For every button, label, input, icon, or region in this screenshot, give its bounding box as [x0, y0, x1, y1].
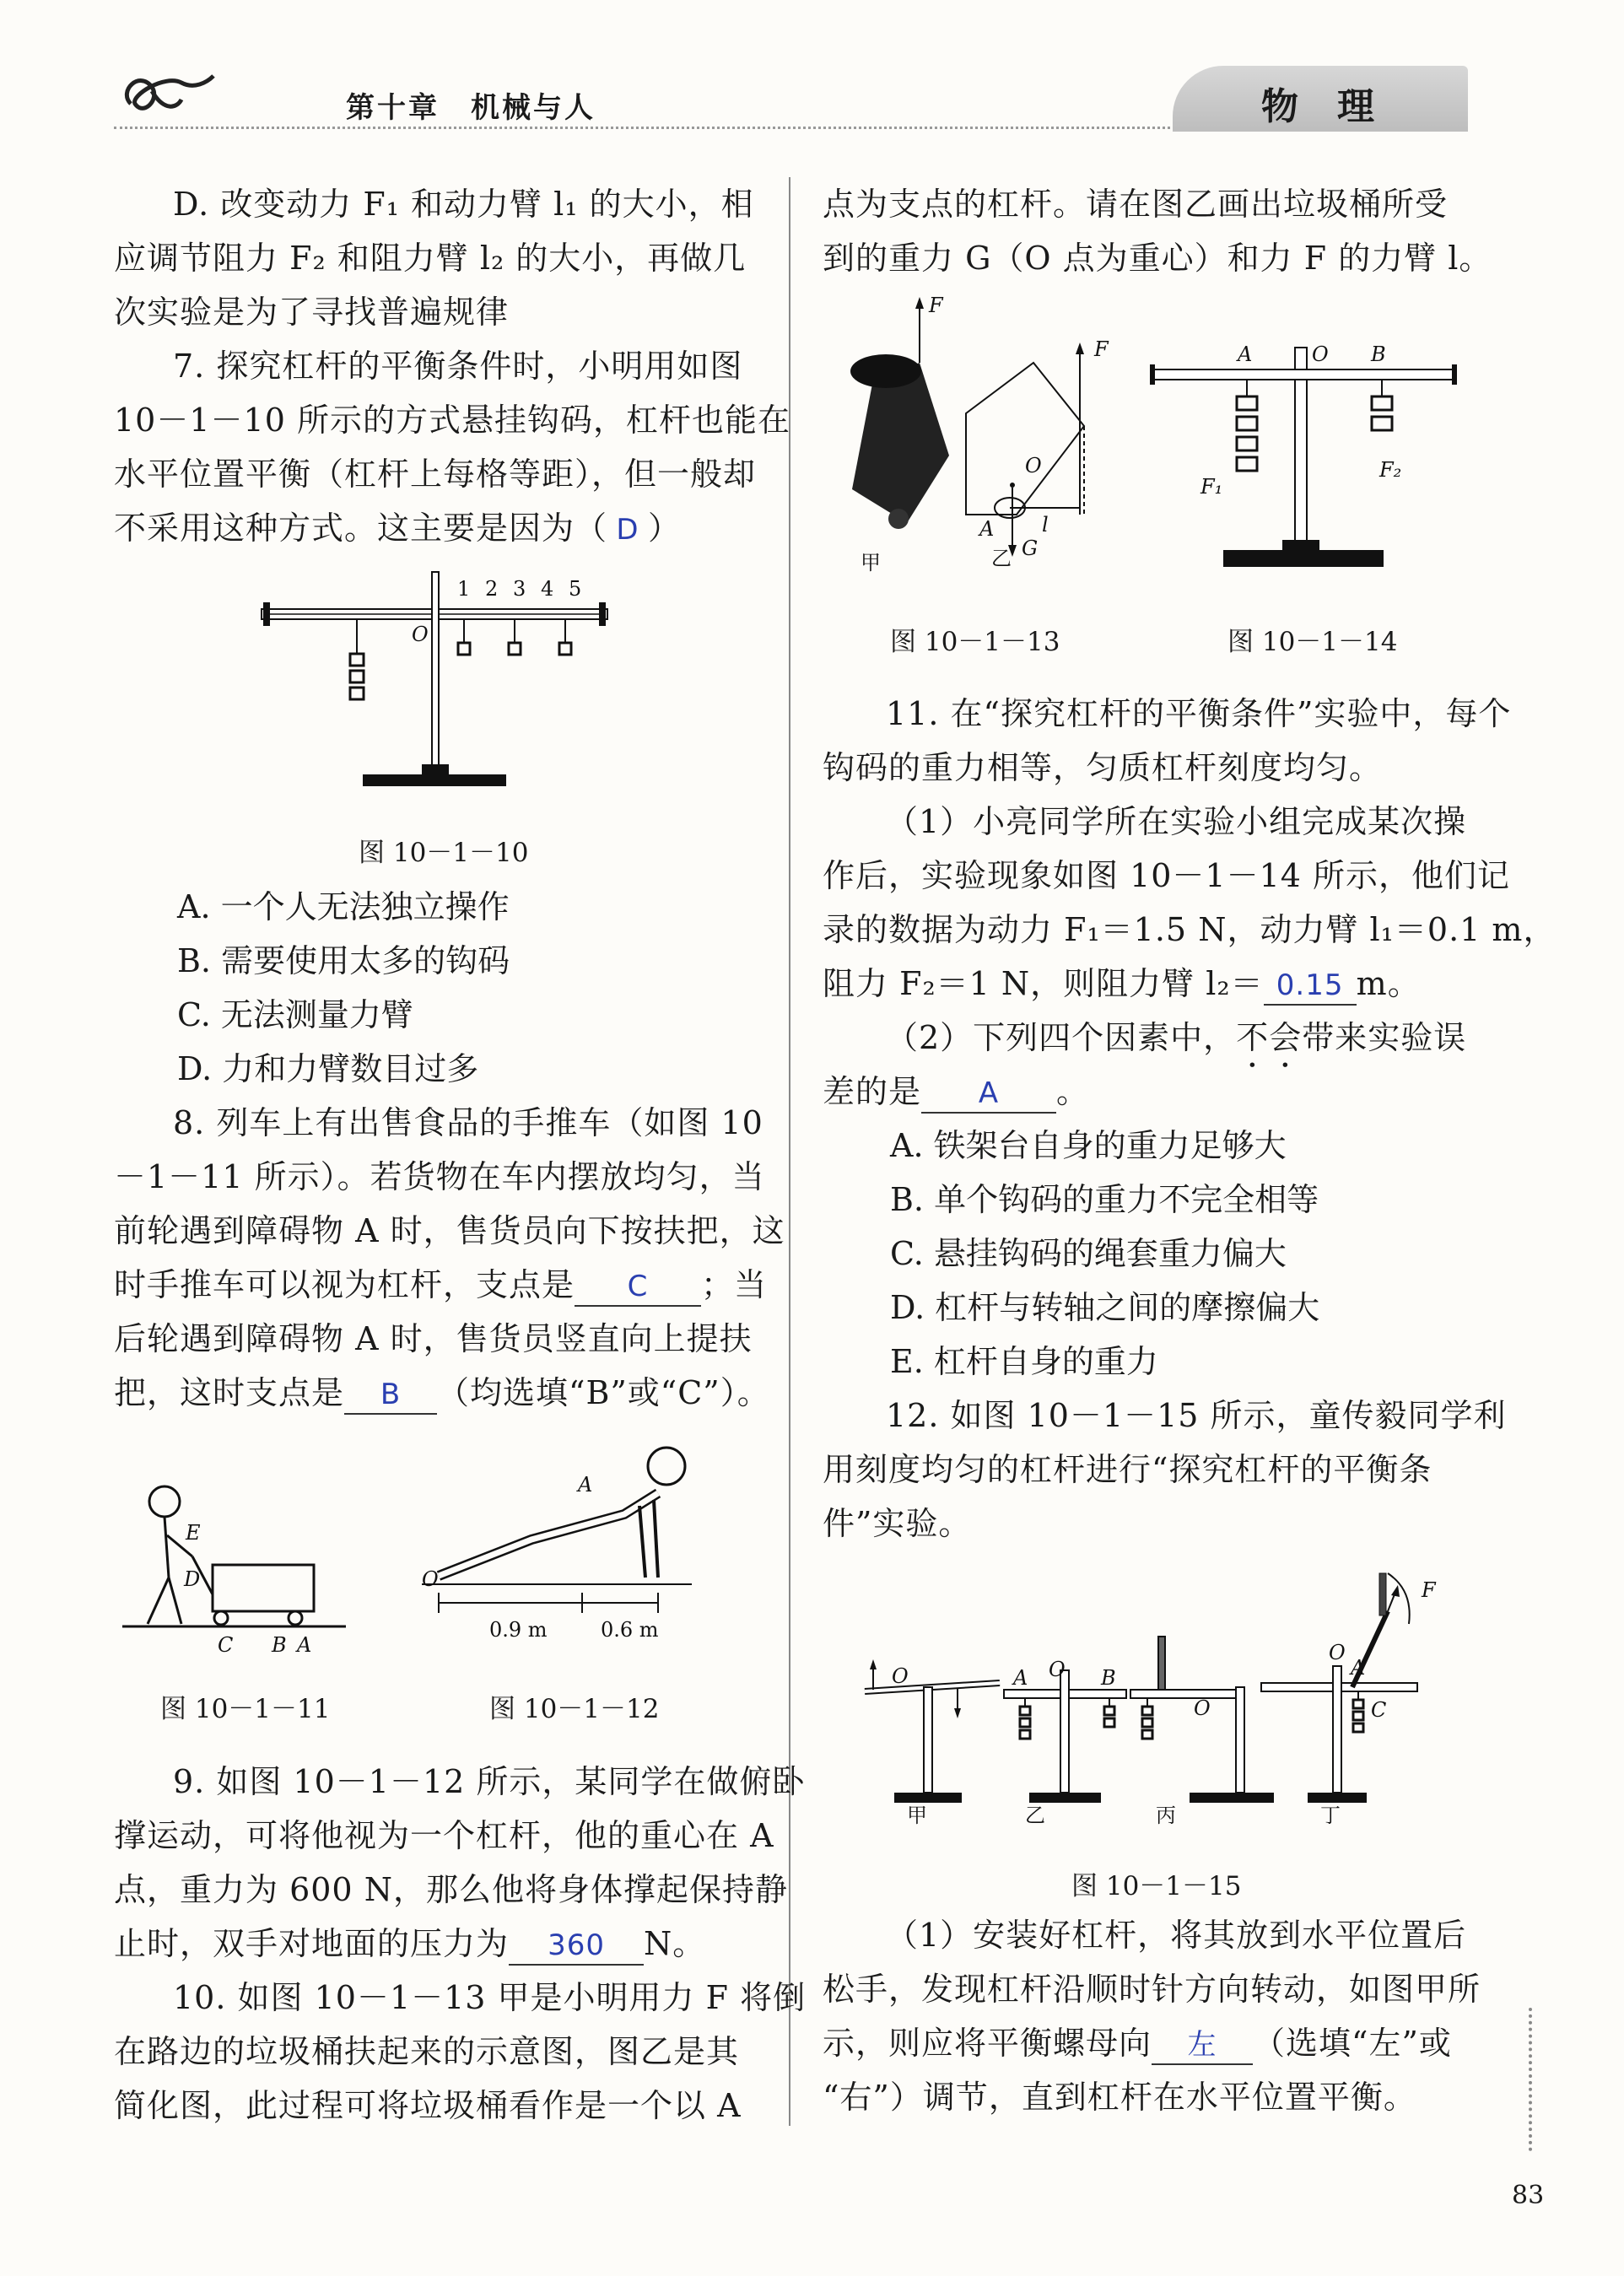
q8-text-b: ；当	[701, 1266, 768, 1303]
figure-10-1-10	[253, 565, 624, 801]
fig14-label-a: A	[1238, 342, 1253, 366]
q8-text-d: （均选填“B”或“C”）。	[437, 1374, 770, 1411]
q7-option-c: C. 无法测量力臂	[177, 996, 413, 1033]
q8-line1: 8. 列车上有出售食品的手推车（如图 10	[173, 1104, 763, 1141]
q12a-line2: 松手，发现杠杆沿顺时针方向转动，如图甲所	[823, 1971, 1481, 2008]
q11b-text-b: 带来实验误	[1302, 1019, 1467, 1056]
fig15-bing-o: O	[1194, 1696, 1211, 1720]
q10-line4: 点为支点的杠杆。请在图乙画出垃圾桶所受	[823, 186, 1449, 223]
q6-option-d-line1: D. 改变动力 F₁ 和动力臂 l₁ 的大小，相	[173, 186, 754, 223]
q8-answer-2: B	[344, 1376, 437, 1415]
q6-option-d-line2: 应调节阻力 F₂ 和阻力臂 l₂ 的大小，再做几	[114, 240, 747, 277]
q7-line3: 水平位置平衡（杠杆上每格等距），但一般却	[114, 456, 757, 493]
q12a-line3	[823, 2016, 1452, 2070]
q11-line1: 11. 在“探究杠杆的平衡条件”实验中，每个	[886, 695, 1512, 732]
fig15-ding-f: F	[1422, 1578, 1436, 1602]
q7-line1: 7. 探究杠杆的平衡条件时，小明用如图	[173, 348, 743, 385]
fig15-jia	[865, 1659, 1000, 1827]
fig13-label-g: G	[1022, 537, 1039, 560]
fig15-yi-b: B	[1101, 1666, 1116, 1690]
figure-10-1-12	[413, 1434, 700, 1662]
fig11-label-a: A	[297, 1633, 312, 1657]
fig10-tick-5: 5	[569, 577, 582, 601]
q9-line2: 撑运动，可将他视为一个杠杆，他的重心在 A	[114, 1817, 774, 1854]
q11-option-b: B. 单个钩码的重力不完全相等	[890, 1181, 1319, 1218]
fig13-caption: 图 10－1－13	[890, 627, 1060, 657]
fig13-label-jia: 甲	[861, 551, 881, 574]
chapter-logo	[114, 66, 215, 125]
fig15-ding-a: A	[1351, 1656, 1366, 1680]
q11b-text-a: （2）下列四个因素中，	[886, 1019, 1237, 1056]
fig10-tick-1: 1	[457, 577, 471, 601]
fig13-label-l: l	[1042, 513, 1049, 537]
q7-answer: D	[616, 513, 639, 547]
q11a-unit: m。	[1356, 965, 1421, 1002]
fig15-sub-yi: 乙	[1025, 1804, 1045, 1827]
q9-line3: 点，重力为 600 N，那么他将身体撑起保持静	[114, 1871, 788, 1908]
q11a-line3: 录的数据为动力 F₁＝1.5 N，动力臂 l₁＝0.1 m，	[823, 911, 1557, 948]
fig14-caption: 图 10－1－14	[1227, 627, 1398, 657]
fig15-sub-jia: 甲	[907, 1804, 927, 1827]
q7-option-b: B. 需要使用太多的钩码	[177, 942, 510, 979]
fig11-label-b: B	[272, 1633, 287, 1657]
q11b-end: 。	[1056, 1073, 1090, 1110]
fig15-ding-o: O	[1329, 1641, 1346, 1664]
side-dots	[1529, 2008, 1532, 2151]
q12-line3: 件”实验。	[823, 1505, 972, 1542]
fig13-label-f-jia: F	[929, 294, 943, 317]
fig15-ding	[1261, 1573, 1437, 1827]
fig15-yi	[1004, 1658, 1126, 1827]
q10-line1: 10. 如图 10－1－13 甲是小明用力 F 将倒	[173, 1979, 807, 2016]
q7-option-a: A. 一个人无法独立操作	[177, 888, 510, 925]
chapter-title: 第十章 机械与人	[346, 91, 596, 125]
fig15-yi-o: O	[1049, 1658, 1066, 1681]
q11-option-a: A. 铁架台自身的重力足够大	[890, 1127, 1287, 1164]
fig15-caption: 图 10－1－15	[1071, 1871, 1242, 1901]
q7-close: ）	[648, 510, 682, 547]
q12a-line4: “右”）调节，直到杠杆在水平位置平衡。	[823, 2079, 1416, 2116]
q9-line1: 9. 如图 10－1－12 所示，某同学在做俯卧	[173, 1763, 806, 1800]
fig15-yi-a: A	[1013, 1666, 1028, 1690]
fig10-caption: 图 10－1－10	[359, 838, 529, 868]
q7-text: 不采用这种方式。这主要是因为（	[114, 510, 608, 547]
q8-line2: －1－11 所示）。若货物在车内摆放均匀，当	[114, 1158, 765, 1195]
fig15-sub-bing: 丙	[1156, 1804, 1176, 1827]
fig13-label-a: A	[979, 517, 995, 541]
fig14-label-f1: F₁	[1200, 475, 1223, 499]
q8-line3: 前轮遇到障碍物 A 时，售货员向下按扶把，这	[114, 1212, 785, 1249]
fig13-label-f-yi: F	[1094, 337, 1109, 361]
q11-option-d: D. 杠杆与转轴之间的摩擦偏大	[890, 1289, 1320, 1326]
fig10-pivot-label: O	[412, 623, 429, 646]
fig12-caption: 图 10－1－12	[489, 1694, 660, 1724]
q11a-answer: 0.15	[1264, 967, 1357, 1006]
q10-line5: 到的重力 G（O 点为重心）和力 F 的力臂 l。	[823, 240, 1492, 277]
q11b-emphasis: 不会	[1236, 1019, 1303, 1056]
fig11-label-d: D	[184, 1567, 201, 1591]
fig10-tick-4: 4	[541, 577, 554, 601]
fig10-tick-3: 3	[513, 577, 526, 601]
fig12-label-o: O	[422, 1567, 439, 1591]
q12-line1: 12. 如图 10－1－15 所示，童传毅同学利	[886, 1397, 1507, 1434]
q12a-text-a: 示，则应将平衡螺母向	[823, 2025, 1152, 2062]
fig14-label-o: O	[1312, 342, 1329, 366]
figure-10-1-11	[118, 1476, 354, 1662]
fig12-label-09m: 0.9 m	[489, 1618, 548, 1642]
q8-answer-1: C	[575, 1268, 701, 1307]
q11-line2: 钩码的重力相等，匀质杠杆刻度均匀。	[823, 749, 1383, 786]
q11a-line1: （1）小亮同学所在实验小组完成某次操	[886, 803, 1467, 840]
fig11-caption: 图 10－1－11	[160, 1694, 331, 1724]
q11a-line2: 作后，实验现象如图 10－1－14 所示，他们记	[823, 857, 1511, 894]
fig15-ding-c: C	[1371, 1698, 1387, 1722]
q7-line4	[114, 501, 681, 557]
q10-line3: 简化图，此过程可将垃圾桶看作是一个以 A	[114, 2087, 742, 2124]
fig13-label-o: O	[1025, 454, 1042, 477]
fig15-jia-o: O	[892, 1664, 909, 1688]
fig14-label-f2: F₂	[1379, 458, 1402, 482]
fig12-label-06m: 0.6 m	[601, 1618, 659, 1642]
q9-answer: 360	[509, 1927, 644, 1966]
q6-option-d-line3: 次实验是为了寻找普遍规律	[114, 294, 510, 331]
q10-line2: 在路边的垃圾桶扶起来的示意图，图乙是其	[114, 2033, 740, 2070]
q11-option-c: C. 悬挂钩码的绳套重力偏大	[890, 1235, 1287, 1272]
fig15-bing	[1130, 1637, 1274, 1827]
q8-text-a: 时手推车可以视为杠杆，支点是	[114, 1266, 575, 1303]
fig11-label-c: C	[218, 1633, 234, 1657]
q11b-line2	[823, 1065, 1089, 1119]
q11a-line4	[823, 957, 1421, 1011]
q9-text: 止时，双手对地面的压力为	[114, 1925, 510, 1962]
q12a-text-b: （选填“左”或	[1253, 2025, 1452, 2062]
q9-line4	[114, 1917, 705, 1971]
fig14-label-b: B	[1371, 342, 1386, 366]
q9-unit: N。	[644, 1925, 706, 1962]
q8-line6	[114, 1366, 770, 1420]
q8-text-c: 把，这时支点是	[114, 1374, 345, 1411]
fig11-label-e: E	[186, 1521, 201, 1545]
q11b-text-c: 差的是	[823, 1073, 922, 1110]
figure-10-1-14	[1143, 329, 1464, 591]
fig10-tick-2: 2	[485, 577, 499, 601]
fig10-tick-labels	[457, 577, 581, 601]
q12a-line1: （1）安装好杠杆，将其放到水平位置后	[886, 1917, 1467, 1954]
q8-line4	[114, 1258, 767, 1312]
q11a-text: 阻力 F₂＝1 N，则阻力臂 l₂＝	[823, 965, 1264, 1002]
q8-line5: 后轮遇到障碍物 A 时，售货员竖直向上提扶	[114, 1320, 753, 1357]
figure-10-1-13	[823, 287, 1109, 582]
q7-option-d: D. 力和力臂数目过多	[177, 1050, 479, 1087]
q12a-answer: 左	[1152, 2026, 1253, 2065]
q12-line2: 用刻度均匀的杠杆进行“探究杠杆的平衡条	[823, 1451, 1432, 1488]
fig13-label-yi: 乙	[991, 547, 1012, 570]
fig12-label-a: A	[578, 1473, 593, 1497]
q11-option-e: E. 杠杆自身的重力	[890, 1343, 1158, 1380]
page-number: 83	[1512, 2181, 1545, 2210]
column-divider	[789, 177, 790, 2126]
figure-10-1-15	[856, 1565, 1447, 1826]
q7-line2: 10－1－10 所示的方式悬挂钩码，杠杆也能在	[114, 402, 790, 439]
fig15-sub-ding: 丁	[1320, 1804, 1341, 1827]
q11b-answer: A	[921, 1075, 1056, 1114]
subject-title: 物理	[1261, 85, 1413, 128]
